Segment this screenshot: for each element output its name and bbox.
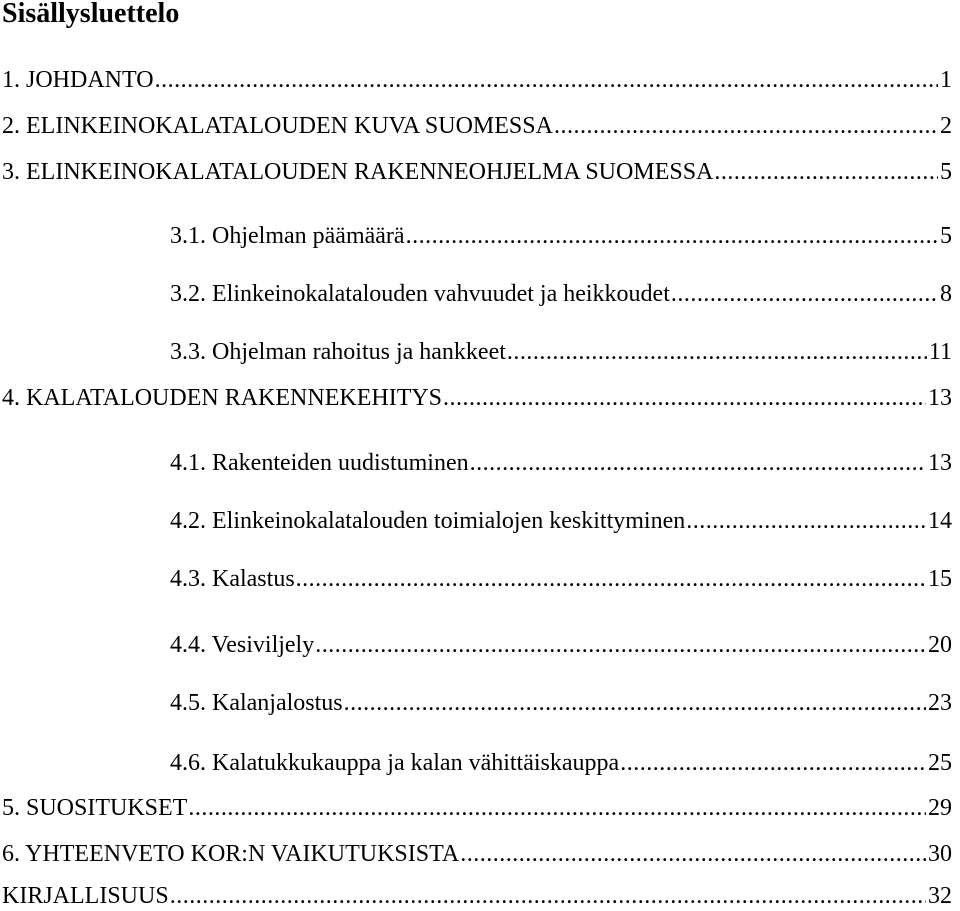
dot-leader bbox=[671, 279, 938, 309]
toc-entry-label: 4.4. Vesiviljely bbox=[170, 632, 315, 658]
toc-entry-label: KIRJALLISUUS bbox=[2, 883, 169, 909]
toc-entry-page: 13 bbox=[928, 450, 952, 476]
dot-leader bbox=[315, 630, 926, 660]
dot-leader bbox=[507, 337, 927, 367]
toc-entry-page: 30 bbox=[928, 841, 952, 867]
toc-entry-page: 20 bbox=[928, 632, 952, 658]
toc-entry-page: 23 bbox=[928, 690, 952, 716]
dot-leader bbox=[296, 564, 926, 594]
toc-entry-toimialojen-keskittyminen[interactable] bbox=[170, 506, 952, 536]
page-title: Sisällysluettelo bbox=[2, 0, 180, 29]
dot-leader bbox=[686, 506, 926, 536]
toc-entry-page: 29 bbox=[928, 795, 952, 821]
toc-entry-label: 5. SUOSITUKSET bbox=[2, 795, 188, 821]
toc-entry-label: 6. YHTEENVETO KOR:N VAIKUTUKSISTA bbox=[2, 841, 460, 867]
toc-entry-page: 5 bbox=[940, 223, 952, 249]
toc-entry-page: 11 bbox=[928, 339, 952, 365]
toc-entry-kalatukkukauppa[interactable] bbox=[170, 748, 952, 778]
toc-entry-ohjelman-paamaara[interactable] bbox=[170, 221, 952, 251]
toc-entry-label: 4.5. Kalanjalostus bbox=[170, 690, 343, 716]
toc-entry-elinkeinokalatalouden-kuva[interactable] bbox=[2, 111, 952, 141]
toc-entry-page: 15 bbox=[928, 566, 952, 592]
toc-entry-page: 5 bbox=[940, 159, 952, 185]
toc-entry-label: 4. KALATALOUDEN RAKENNEKEHITYS bbox=[2, 385, 443, 411]
dot-leader bbox=[460, 839, 926, 869]
toc-entry-label: 3.3. Ohjelman rahoitus ja hankkeet bbox=[170, 339, 506, 365]
dot-leader bbox=[344, 688, 926, 718]
dot-leader bbox=[714, 157, 938, 187]
toc-entry-label: 4.3. Kalastus bbox=[170, 566, 295, 592]
toc-entry-rakenneohjelma[interactable] bbox=[2, 157, 952, 187]
toc-entry-label: 4.1. Rakenteiden uudistuminen bbox=[170, 450, 469, 476]
toc-entry-rakenteiden-uudistuminen[interactable] bbox=[170, 448, 952, 478]
toc-entry-label: 3.1. Ohjelman päämäärä bbox=[170, 223, 405, 249]
toc-entry-page: 14 bbox=[928, 508, 952, 534]
toc-entry-page: 1 bbox=[940, 67, 952, 93]
toc-entry-label: 1. JOHDANTO bbox=[2, 67, 154, 93]
dot-leader bbox=[620, 748, 926, 778]
toc-entry-kirjallisuus[interactable] bbox=[2, 881, 952, 911]
toc-entry-kalanjalostus[interactable] bbox=[170, 688, 952, 718]
toc-entry-johdanto[interactable] bbox=[2, 65, 952, 95]
toc-entry-page: 25 bbox=[928, 750, 952, 776]
toc-entry-suositukset[interactable] bbox=[2, 793, 952, 823]
toc-entry-page: 8 bbox=[940, 281, 952, 307]
toc-entry-vahvuudet-ja-heikkoudet[interactable] bbox=[170, 279, 952, 309]
dot-leader bbox=[406, 221, 938, 251]
toc-entry-rahoitus-ja-hankkeet[interactable] bbox=[170, 337, 952, 367]
dot-leader bbox=[188, 793, 926, 823]
toc-entry-label: 2. ELINKEINOKALATALOUDEN KUVA SUOMESSA bbox=[2, 113, 553, 139]
toc-entry-label: 3.2. Elinkeinokalatalouden vahvuudet ja heikkoudet bbox=[170, 281, 670, 307]
dot-leader bbox=[155, 65, 938, 95]
toc-entry-label: 4.2. Elinkeinokalatalouden toimialojen keskittyminen bbox=[170, 508, 686, 534]
toc-entry-yhteenveto[interactable] bbox=[2, 839, 952, 869]
toc-entry-page: 2 bbox=[940, 113, 952, 139]
toc-entry-page: 32 bbox=[928, 883, 952, 909]
toc-entry-label: 4.6. Kalatukkukauppa ja kalan vähittäiskauppa bbox=[170, 750, 620, 776]
toc-entry-vesiviljely[interactable] bbox=[170, 630, 952, 660]
toc-entry-rakennekehitys[interactable] bbox=[2, 383, 952, 413]
dot-leader bbox=[443, 383, 926, 413]
dot-leader bbox=[470, 448, 926, 478]
toc-entry-label: 3. ELINKEINOKALATALOUDEN RAKENNEOHJELMA SUOMESSA bbox=[2, 159, 714, 185]
toc-entry-kalastus[interactable] bbox=[170, 564, 952, 594]
dot-leader bbox=[170, 881, 926, 911]
dot-leader bbox=[554, 111, 938, 141]
toc-entry-page: 13 bbox=[928, 385, 952, 411]
